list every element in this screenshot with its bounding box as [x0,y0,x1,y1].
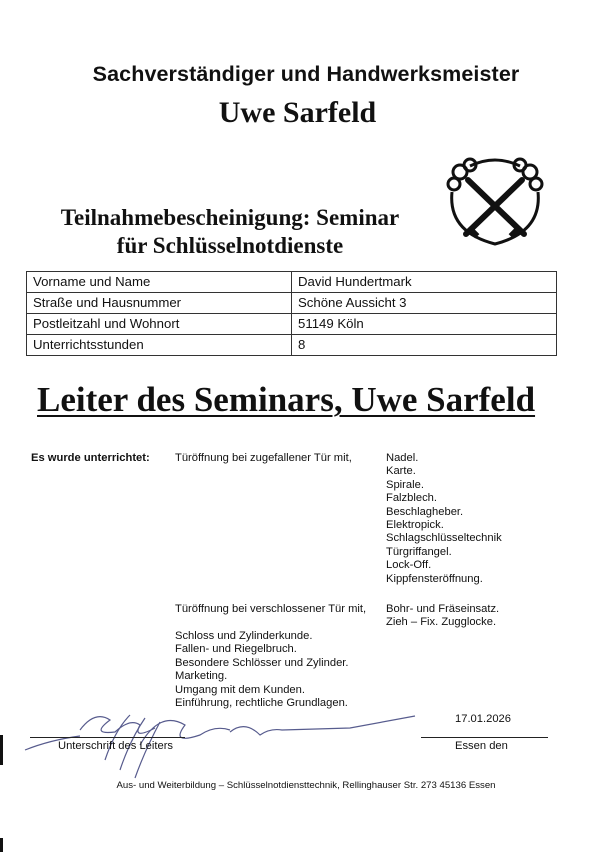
info-label: Unterrichtsstunden [27,335,292,356]
table-row [27,272,557,293]
table-row [27,335,557,356]
info-label: Straße und Hausnummer [27,293,292,314]
list-item: Karte. [386,465,416,478]
table-row [27,314,557,335]
info-value: 51149 Köln [292,314,557,335]
list-item: Lock-Off. [386,559,432,572]
info-label: Vorname und Name [27,272,292,293]
leader-heading: Leiter des Seminars, Uwe Sarfeld [37,380,536,419]
list-item: Beschlagheber. [386,505,464,518]
signature-label: Unterschrift des Leiters [58,740,174,752]
curriculum-topic: Türöffnung bei verschlossener Tür mit, [175,603,367,615]
curriculum-label: Es wurde unterrichtet: [31,452,150,464]
crossed-keys-icon [440,152,550,248]
participant-info-table [26,271,557,356]
scan-edge-mark [0,838,3,852]
list-item: Nadel. [386,452,419,464]
place-label: Essen den [455,740,508,752]
methods-list [386,603,499,630]
scan-edge-mark [0,735,3,765]
list-item: Zieh – Fix. Zugglocke. [386,616,497,629]
list-item: Einführung, rechtliche Grundlagen. [175,697,348,710]
list-item: Marketing. [175,670,228,683]
info-value: Schöne Aussicht 3 [292,293,557,314]
list-item: Schloss und Zylinderkunde. [175,630,313,642]
certificate-title-line1: Teilnahmebescheinigung: Seminar [60,205,400,230]
list-item: Spirale. [386,478,424,491]
list-item: Besondere Schlösser und Zylinder. [175,656,349,669]
list-item: Türgriffangel. [386,545,452,558]
header-name: Uwe Sarfeld [218,96,377,129]
list-item: Bohr- und Fräseinsatz. [386,603,500,615]
list-item: Fallen- und Riegelbruch. [175,643,297,656]
table-row [27,293,557,314]
list-item: Falzblech. [386,492,437,505]
certificate-title-line2: für Schlüsselnotdienste [116,233,344,258]
signature-line [30,737,185,738]
list-item: Schlagschlüsseltechnik [386,532,502,545]
list-item: Elektropick. [386,519,444,532]
date-line [421,737,548,738]
methods-list [386,452,502,586]
list-item: Umgang mit dem Kunden. [175,683,305,696]
footer-address: Aus- und Weiterbildung – Schlüsselnotdiensttechnik, Rellinghauser Str. 273 45136 Essen [116,780,496,791]
info-label: Postleitzahl und Wohnort [27,314,292,335]
curriculum-topic: Türöffnung bei zugefallener Tür mit, [175,452,352,464]
info-value: 8 [292,335,557,356]
info-value: David Hundertmark [292,272,557,293]
header-title: Sachverständiger und Handwerksmeister [92,62,520,86]
signature-date: 17.01.2026 [455,713,511,725]
certificate-title [20,204,440,260]
list-item: Kippfensteröffnung. [386,572,483,585]
